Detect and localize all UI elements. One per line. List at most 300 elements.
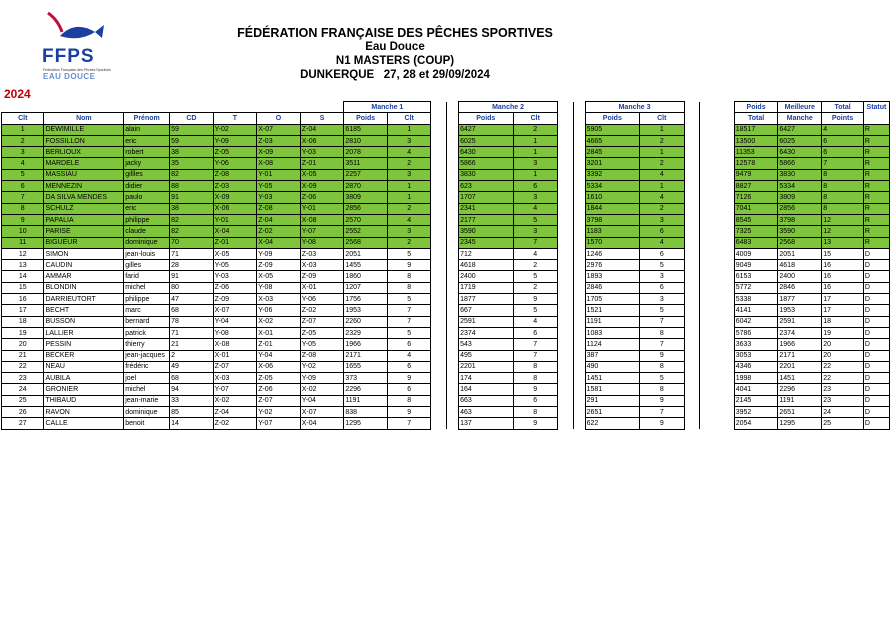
cell-m2-clt: 2: [513, 260, 557, 271]
table-row: [2, 203, 890, 214]
cell-cd: 35: [170, 158, 213, 169]
cell-m2-poids: 2201: [459, 361, 513, 372]
cell-statut: D: [863, 294, 889, 305]
table-row: [2, 158, 890, 169]
cell-m2-poids: 463: [459, 407, 513, 418]
cell-m1-poids: 2171: [344, 350, 388, 361]
cell-m1-clt: 9: [387, 260, 430, 271]
federation-title: FÉDÉRATION FRANÇAISE DES PÊCHES SPORTIVES: [237, 26, 553, 40]
cell-m2-poids: 543: [459, 339, 513, 350]
cell-statut: D: [863, 418, 889, 429]
cell-prenom: marc: [124, 305, 170, 316]
cell-prenom: claude: [124, 226, 170, 237]
cell-nom: CALLE: [44, 418, 124, 429]
cell-m2-clt: 5: [513, 271, 557, 282]
cell-nom: BERLIOUX: [44, 147, 124, 158]
cell-nom: BUSSON: [44, 316, 124, 327]
cell-m1-clt: 4: [387, 350, 430, 361]
cell-statut: D: [863, 361, 889, 372]
cell-statut: R: [863, 226, 889, 237]
cell-prenom: philippe: [124, 294, 170, 305]
statut-header: Statut: [863, 102, 889, 113]
cell-cd: 88: [170, 181, 213, 192]
cell-best-manche: 2846: [778, 282, 822, 293]
cell-total: 4009: [734, 248, 778, 259]
cell-clt: 1: [2, 124, 44, 135]
cell-clt: 14: [2, 271, 44, 282]
cell-clt: 25: [2, 395, 44, 406]
cell-clt: 12: [2, 248, 44, 259]
cell-clt: 24: [2, 384, 44, 395]
cell-total: 5786: [734, 327, 778, 338]
manche2-header: Manche 2: [459, 102, 558, 113]
cell-total: 12578: [734, 158, 778, 169]
col-cd: CD: [170, 113, 213, 124]
table-row: [2, 373, 890, 384]
cell-m3-poids: 1246: [585, 248, 639, 259]
cell-points: 20: [822, 350, 864, 361]
cell-o: Y-01: [257, 169, 301, 180]
cell-points: 16: [822, 282, 864, 293]
cell-statut: D: [863, 271, 889, 282]
cell-m2-poids: 495: [459, 350, 513, 361]
cell-o: X-07: [257, 124, 301, 135]
cell-m3-poids: 1610: [585, 192, 639, 203]
cell-s: Y-03: [300, 147, 344, 158]
cell-o: Z-07: [257, 395, 301, 406]
cell-clt: 18: [2, 316, 44, 327]
table-row: [2, 169, 890, 180]
cell-m2-poids: 663: [459, 395, 513, 406]
cell-m1-clt: 2: [387, 203, 430, 214]
cell-m3-poids: 3798: [585, 214, 639, 225]
cell-m1-clt: 8: [387, 395, 430, 406]
cell-statut: D: [863, 350, 889, 361]
cell-m3-clt: 7: [640, 339, 684, 350]
cell-m2-poids: 164: [459, 384, 513, 395]
cell-m1-poids: 2257: [344, 169, 388, 180]
cell-m2-clt: 4: [513, 203, 557, 214]
cell-points: 4: [822, 124, 864, 135]
cell-nom: CAUDIN: [44, 260, 124, 271]
cell-s: Z-07: [300, 316, 344, 327]
cell-nom: BLONDIN: [44, 282, 124, 293]
cell-nom: LALLIER: [44, 327, 124, 338]
cell-m1-clt: 8: [387, 271, 430, 282]
cell-m3-clt: 3: [640, 271, 684, 282]
col-clt: Clt: [2, 113, 44, 124]
cell-points: 17: [822, 305, 864, 316]
cell-m2-clt: 1: [513, 135, 557, 146]
cell-m3-clt: 4: [640, 169, 684, 180]
cell-clt: 26: [2, 407, 44, 418]
cell-nom: PARISE: [44, 226, 124, 237]
cell-best-manche: 2651: [778, 407, 822, 418]
cell-clt: 7: [2, 192, 44, 203]
table-row: [2, 395, 890, 406]
cell-t: Y-01: [213, 214, 257, 225]
cell-cd: 91: [170, 192, 213, 203]
cell-m1-clt: 4: [387, 214, 430, 225]
cell-s: X-05: [300, 169, 344, 180]
cell-nom: PAPALIA: [44, 214, 124, 225]
cell-s: X-04: [300, 418, 344, 429]
cell-statut: D: [863, 316, 889, 327]
cell-m2-clt: 7: [513, 339, 557, 350]
cell-m2-clt: 6: [513, 327, 557, 338]
cell-m1-poids: 1966: [344, 339, 388, 350]
cell-m3-clt: 3: [640, 294, 684, 305]
cell-m1-poids: 2552: [344, 226, 388, 237]
cell-points: 17: [822, 294, 864, 305]
cell-t: Y-09: [213, 135, 257, 146]
cell-t: X-02: [213, 395, 257, 406]
manche1-header: Manche 1: [344, 102, 431, 113]
cell-m3-clt: 5: [640, 305, 684, 316]
cell-cd: 33: [170, 395, 213, 406]
manche3-header: Manche 3: [585, 102, 684, 113]
cell-m2-clt: 7: [513, 350, 557, 361]
cell-m2-poids: 174: [459, 373, 513, 384]
cell-best-manche: 2051: [778, 248, 822, 259]
cell-best-manche: 2400: [778, 271, 822, 282]
cell-clt: 10: [2, 226, 44, 237]
cell-clt: 8: [2, 203, 44, 214]
cell-s: Z-03: [300, 248, 344, 259]
cell-best-manche: 1953: [778, 305, 822, 316]
cell-s: Z-06: [300, 192, 344, 203]
cell-m2-poids: 712: [459, 248, 513, 259]
cell-statut: R: [863, 237, 889, 248]
col-points: Points: [822, 113, 864, 124]
cell-m3-poids: 1521: [585, 305, 639, 316]
cell-m1-poids: 2329: [344, 327, 388, 338]
cell-o: Y-06: [257, 305, 301, 316]
total-header: Total: [822, 102, 864, 113]
cell-nom: GRONIER: [44, 384, 124, 395]
cell-m1-poids: 1655: [344, 361, 388, 372]
cell-prenom: dominique: [124, 407, 170, 418]
cell-o: Z-05: [257, 373, 301, 384]
cell-points: 15: [822, 248, 864, 259]
cell-prenom: michel: [124, 384, 170, 395]
cell-clt: 15: [2, 282, 44, 293]
cell-total: 13500: [734, 135, 778, 146]
cell-points: 16: [822, 260, 864, 271]
cell-nom: DA SILVA MENDES: [44, 192, 124, 203]
cell-s: X-08: [300, 214, 344, 225]
year-label: 2024: [4, 87, 31, 101]
cell-prenom: farid: [124, 271, 170, 282]
cell-prenom: thierry: [124, 339, 170, 350]
cell-s: Y-02: [300, 361, 344, 372]
cell-prenom: dominique: [124, 237, 170, 248]
cell-t: X-04: [213, 226, 257, 237]
cell-total: 6483: [734, 237, 778, 248]
logo-eau-douce: EAU DOUCE: [43, 72, 96, 81]
cell-m1-poids: 2870: [344, 181, 388, 192]
cell-cd: 38: [170, 147, 213, 158]
cell-cd: 68: [170, 305, 213, 316]
cell-m1-poids: 838: [344, 407, 388, 418]
cell-total: 6153: [734, 271, 778, 282]
cell-total: 4041: [734, 384, 778, 395]
cell-statut: D: [863, 373, 889, 384]
cell-clt: 4: [2, 158, 44, 169]
cell-o: Z-02: [257, 226, 301, 237]
cell-m1-poids: 6185: [344, 124, 388, 135]
cell-statut: R: [863, 169, 889, 180]
cell-m2-clt: 9: [513, 418, 557, 429]
cell-statut: R: [863, 181, 889, 192]
cell-s: X-07: [300, 407, 344, 418]
cell-m3-clt: 1: [640, 124, 684, 135]
cell-total: 18517: [734, 124, 778, 135]
cell-clt: 21: [2, 350, 44, 361]
cell-nom: DARRIEUTORT: [44, 294, 124, 305]
table-row: [2, 226, 890, 237]
cell-best-manche: 3809: [778, 192, 822, 203]
cell-o: Y-02: [257, 407, 301, 418]
cell-points: 22: [822, 373, 864, 384]
cell-m3-clt: 2: [640, 158, 684, 169]
cell-m2-poids: 1707: [459, 192, 513, 203]
cell-best-manche: 1966: [778, 339, 822, 350]
cell-m3-clt: 1: [640, 147, 684, 158]
cell-cd: 70: [170, 237, 213, 248]
cell-m3-clt: 4: [640, 237, 684, 248]
cell-m1-clt: 7: [387, 418, 430, 429]
cell-prenom: philippe: [124, 214, 170, 225]
cell-s: X-09: [300, 181, 344, 192]
cell-s: Y-01: [300, 203, 344, 214]
cell-points: 23: [822, 384, 864, 395]
cell-m1-clt: 4: [387, 147, 430, 158]
cell-points: 23: [822, 395, 864, 406]
cell-clt: 23: [2, 373, 44, 384]
cell-total: 1998: [734, 373, 778, 384]
cell-o: Y-09: [257, 248, 301, 259]
cell-clt: 13: [2, 260, 44, 271]
cell-s: Z-05: [300, 327, 344, 338]
cell-total: 2054: [734, 418, 778, 429]
cell-m2-poids: 2591: [459, 316, 513, 327]
cell-m1-clt: 2: [387, 158, 430, 169]
cell-s: Y-05: [300, 339, 344, 350]
cell-m1-clt: 6: [387, 339, 430, 350]
cell-m1-poids: 3809: [344, 192, 388, 203]
cell-best-manche: 2171: [778, 350, 822, 361]
cell-m3-poids: 1191: [585, 316, 639, 327]
cell-m2-clt: 2: [513, 124, 557, 135]
cell-m1-poids: 2568: [344, 237, 388, 248]
cell-t: Z-02: [213, 418, 257, 429]
cell-m2-clt: 1: [513, 169, 557, 180]
cell-m2-poids: 6025: [459, 135, 513, 146]
cell-cd: 38: [170, 203, 213, 214]
column-header-row: [2, 113, 890, 124]
cell-m1-clt: 6: [387, 384, 430, 395]
cell-clt: 27: [2, 418, 44, 429]
cell-best-manche: 1295: [778, 418, 822, 429]
cell-best-manche: 2568: [778, 237, 822, 248]
cell-cd: 59: [170, 124, 213, 135]
cell-m3-poids: 4665: [585, 135, 639, 146]
cell-cd: 49: [170, 361, 213, 372]
ffps-logo: [40, 10, 125, 80]
cell-cd: 82: [170, 214, 213, 225]
cell-m2-poids: 5866: [459, 158, 513, 169]
cell-total: 3633: [734, 339, 778, 350]
cell-cd: 71: [170, 327, 213, 338]
cell-clt: 16: [2, 294, 44, 305]
cell-t: Y-08: [213, 327, 257, 338]
cell-t: Y-06: [213, 158, 257, 169]
cell-nom: SCHULZ: [44, 203, 124, 214]
cell-m1-clt: 1: [387, 181, 430, 192]
col-s: S: [300, 113, 344, 124]
cell-cd: 82: [170, 169, 213, 180]
cell-clt: 19: [2, 327, 44, 338]
cell-cd: 71: [170, 248, 213, 259]
cell-total: 9479: [734, 169, 778, 180]
cell-m2-clt: 3: [513, 192, 557, 203]
cell-t: Y-02: [213, 124, 257, 135]
cell-prenom: bernard: [124, 316, 170, 327]
cell-statut: R: [863, 135, 889, 146]
cell-m3-clt: 4: [640, 192, 684, 203]
cell-nom: DEWIMILLE: [44, 124, 124, 135]
cell-m1-clt: 8: [387, 282, 430, 293]
cell-statut: D: [863, 395, 889, 406]
cell-nom: MASSIAU: [44, 169, 124, 180]
cell-cd: 78: [170, 316, 213, 327]
col-t: T: [213, 113, 257, 124]
cell-m1-poids: 2570: [344, 214, 388, 225]
cell-s: Y-06: [300, 294, 344, 305]
cell-total: 7325: [734, 226, 778, 237]
cell-prenom: jean-marie: [124, 395, 170, 406]
cell-prenom: jean-jacques: [124, 350, 170, 361]
cell-m1-poids: 2078: [344, 147, 388, 158]
cell-best-manche: 1191: [778, 395, 822, 406]
table-row: [2, 327, 890, 338]
cell-m2-poids: 2345: [459, 237, 513, 248]
cell-m3-clt: 1: [640, 181, 684, 192]
cell-m1-poids: 1295: [344, 418, 388, 429]
col-m2-poids: Poids: [459, 113, 513, 124]
cell-prenom: eric: [124, 203, 170, 214]
cell-m3-clt: 9: [640, 350, 684, 361]
cell-m2-clt: 2: [513, 282, 557, 293]
cell-total: 6042: [734, 316, 778, 327]
cell-t: Z-06: [213, 282, 257, 293]
cell-o: Z-09: [257, 260, 301, 271]
cell-m2-poids: 3830: [459, 169, 513, 180]
cell-m3-poids: 1451: [585, 373, 639, 384]
cell-points: 20: [822, 339, 864, 350]
cell-nom: MENNEZIN: [44, 181, 124, 192]
cell-prenom: patrick: [124, 327, 170, 338]
cell-m3-clt: 7: [640, 316, 684, 327]
cell-t: X-01: [213, 350, 257, 361]
table-row: [2, 305, 890, 316]
cell-statut: R: [863, 214, 889, 225]
cell-points: 8: [822, 169, 864, 180]
fish-logo-icon: [40, 10, 125, 50]
table-row: [2, 282, 890, 293]
cell-points: 8: [822, 181, 864, 192]
cell-s: Z-02: [300, 305, 344, 316]
cell-m1-clt: 5: [387, 327, 430, 338]
cell-m3-clt: 8: [640, 361, 684, 372]
cell-s: Y-09: [300, 373, 344, 384]
group-header-row: [2, 102, 890, 113]
cell-total: 9049: [734, 260, 778, 271]
cell-m1-clt: 1: [387, 124, 430, 135]
cell-o: X-05: [257, 271, 301, 282]
cell-m1-clt: 3: [387, 169, 430, 180]
cell-s: Z-01: [300, 158, 344, 169]
table-row: [2, 294, 890, 305]
cell-m3-poids: 2651: [585, 407, 639, 418]
col-total: Total: [734, 113, 778, 124]
cell-m1-poids: 2296: [344, 384, 388, 395]
cell-m2-clt: 6: [513, 395, 557, 406]
cell-m2-clt: 8: [513, 361, 557, 372]
cell-statut: D: [863, 282, 889, 293]
cell-m3-poids: 5905: [585, 124, 639, 135]
cell-t: X-05: [213, 248, 257, 259]
cell-m3-clt: 3: [640, 214, 684, 225]
cell-o: Y-04: [257, 350, 301, 361]
cell-prenom: alain: [124, 124, 170, 135]
cell-total: 3952: [734, 407, 778, 418]
cell-prenom: benoit: [124, 418, 170, 429]
table-row: [2, 147, 890, 158]
document-header: [160, 26, 630, 82]
cell-o: X-09: [257, 147, 301, 158]
cell-m3-poids: 1124: [585, 339, 639, 350]
cell-nom: RAVON: [44, 407, 124, 418]
cell-m2-poids: 667: [459, 305, 513, 316]
cell-statut: R: [863, 203, 889, 214]
cell-m2-poids: 2400: [459, 271, 513, 282]
cell-nom: BECHT: [44, 305, 124, 316]
cell-cd: 14: [170, 418, 213, 429]
cell-total: 7126: [734, 192, 778, 203]
cell-s: X-01: [300, 282, 344, 293]
cell-m3-clt: 6: [640, 248, 684, 259]
cell-m3-clt: 6: [640, 282, 684, 293]
poids-header: Poids: [734, 102, 778, 113]
cell-m2-clt: 9: [513, 294, 557, 305]
table-row: [2, 418, 890, 429]
cell-m2-poids: 1877: [459, 294, 513, 305]
cell-t: X-08: [213, 339, 257, 350]
cell-m3-poids: 1570: [585, 237, 639, 248]
col-o: O: [257, 113, 301, 124]
table-row: [2, 361, 890, 372]
cell-m2-clt: 1: [513, 147, 557, 158]
cell-o: X-04: [257, 237, 301, 248]
cell-s: X-06: [300, 135, 344, 146]
cell-m1-clt: 3: [387, 135, 430, 146]
results-body: [2, 124, 890, 429]
cell-t: Z-07: [213, 361, 257, 372]
cell-cd: 91: [170, 271, 213, 282]
cell-statut: D: [863, 384, 889, 395]
